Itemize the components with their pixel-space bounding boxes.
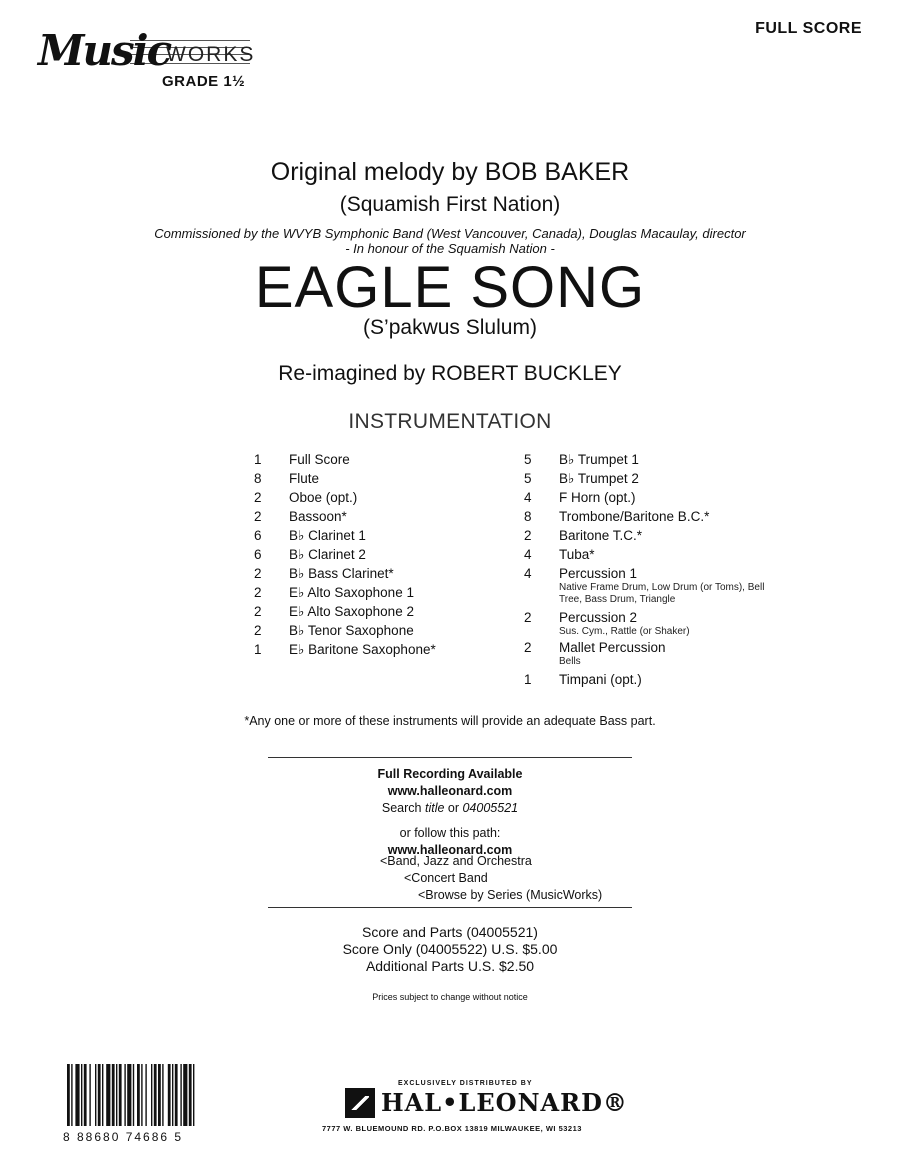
instrument-note: Native Frame Drum, Low Drum (or Toms), Bell Tree, Bass Drum, Triangle — [559, 582, 765, 605]
instrument-name: B♭ Clarinet 2 — [289, 547, 366, 562]
instrument-name: Baritone T.C.* — [559, 528, 643, 543]
instrument-note: Sus. Cym., Rattle (or Shaker) — [559, 626, 690, 637]
instrument-count: 1 — [254, 452, 262, 467]
price-line-2: Score Only (04005522) U.S. $5.00 — [342, 941, 558, 957]
recording-url-link-2[interactable]: www.halleonard.com — [387, 843, 513, 857]
path-step-3: <Browse by Series (MusicWorks) — [418, 888, 603, 902]
instrument-name: B♭ Trumpet 1 — [559, 452, 639, 467]
instrument-count: 2 — [524, 640, 532, 655]
instrument-name: B♭ Tenor Saxophone — [289, 623, 414, 638]
instrument-name: B♭ Trumpet 2 — [559, 471, 639, 486]
publisher-address: 7777 W. BLUEMOUND RD. P.O.BOX 13819 MILWAUKEE, WI 53213 — [322, 1124, 582, 1133]
follow-path-text: or follow this path: — [399, 826, 501, 840]
nation-credit: (Squamish First Nation) — [339, 193, 561, 216]
recording-url-link[interactable]: www.halleonard.com — [387, 784, 513, 798]
instrument-count: 8 — [254, 471, 262, 486]
recording-info — [0, 766, 900, 859]
instrument-count: 4 — [524, 547, 532, 562]
instrument-count: 2 — [254, 623, 262, 638]
instrument-name: Percussion 2 — [559, 610, 638, 625]
recording-heading: Full Recording Available — [377, 767, 523, 781]
instrument-name: Bassoon* — [289, 509, 347, 524]
barcode-icon — [63, 1064, 243, 1126]
pricing-info — [0, 924, 900, 975]
search-or: or — [444, 801, 463, 815]
instrument-count: 2 — [254, 566, 262, 581]
instrument-name: Flute — [289, 471, 320, 486]
path-step-2: <Concert Band — [404, 871, 488, 885]
price-line-1: Score and Parts (04005521) — [362, 924, 538, 940]
instrument-count: 2 — [254, 509, 262, 524]
instrument-name: Oboe (opt.) — [289, 490, 358, 505]
instrumentation-heading: INSTRUMENTATION — [348, 410, 552, 433]
logo-music-text: Music — [38, 26, 171, 75]
barcode-digits: 8 88680 74686 5 — [63, 1130, 184, 1144]
instrument-count: 4 — [524, 490, 532, 505]
instrument-count: 6 — [254, 528, 262, 543]
grade-label: GRADE 1½ — [162, 73, 246, 90]
instrument-count: 2 — [254, 604, 262, 619]
instrument-name: Full Score — [289, 452, 350, 467]
melody-credit: Original melody by BOB BAKER — [270, 158, 630, 186]
bass-part-footnote: *Any one or more of these instruments will provide an adequate Bass part. — [244, 714, 656, 728]
full-score-label: FULL SCORE — [755, 20, 862, 37]
instrument-name: E♭ Baritone Saxophone* — [289, 642, 436, 657]
instrument-count: 2 — [254, 585, 262, 600]
prices-disclaimer: Prices subject to change without notice — [372, 992, 528, 1002]
search-title: title — [424, 801, 445, 815]
instrument-name: F Horn (opt.) — [559, 490, 636, 505]
instrument-count: 2 — [524, 610, 532, 625]
instrument-count: 2 — [254, 490, 262, 505]
commission-line-2: - In honour of the Squamish Nation - — [345, 241, 555, 256]
page-title: EAGLE SONG — [254, 255, 646, 320]
instrument-name: Tuba* — [559, 547, 595, 562]
instrument-count: 5 — [524, 452, 532, 467]
price-line-3: Additional Parts U.S. $2.50 — [365, 958, 535, 974]
instrument-list-right — [524, 452, 784, 692]
commission-note — [0, 226, 900, 256]
logo-works-text: WORKS — [166, 43, 256, 66]
instrument-name: B♭ Bass Clarinet* — [289, 566, 394, 581]
divider — [268, 757, 632, 758]
page-subtitle: (S’pakwus Slulum) — [363, 316, 537, 339]
instrument-name: Timpani (opt.) — [559, 672, 642, 687]
instrument-note: Bells — [559, 656, 581, 667]
instrument-count: 8 — [524, 509, 532, 524]
instrument-name: E♭ Alto Saxophone 1 — [289, 585, 414, 600]
instrument-name: Trombone/Baritone B.C.* — [559, 509, 710, 524]
path-step-1: <Band, Jazz and Orchestra — [380, 854, 532, 868]
barcode — [63, 1064, 243, 1144]
instrument-name: Mallet Percussion — [559, 640, 666, 655]
arranger-credit: Re-imagined by ROBERT BUCKLEY — [278, 362, 622, 385]
distributed-by-label: EXCLUSIVELY DISTRIBUTED BY — [398, 1080, 533, 1087]
instrument-name: Percussion 1 — [559, 566, 638, 581]
instrument-count: 2 — [524, 528, 532, 543]
instrument-count: 1 — [524, 672, 532, 687]
search-code: 04005521 — [462, 801, 519, 815]
instrument-count: 4 — [524, 566, 532, 581]
instrument-count: 6 — [254, 547, 262, 562]
hal-leonard-logo — [345, 1088, 628, 1120]
divider — [268, 907, 632, 908]
publisher-name: HAL•LEONARD® — [381, 1088, 628, 1117]
instrument-count: 5 — [524, 471, 532, 486]
search-hint — [0, 800, 900, 817]
instrument-list-left — [254, 452, 494, 672]
instrument-name: E♭ Alto Saxophone 2 — [289, 604, 414, 619]
commission-line-1: Commissioned by the WVYB Symphonic Band (West Vancouver, Canada), Douglas Macaulay, director — [154, 226, 746, 241]
instrument-count: 1 — [254, 642, 262, 657]
search-prefix: Search — [381, 801, 425, 815]
instrument-name: B♭ Clarinet 1 — [289, 528, 366, 543]
hal-leonard-mark-icon — [345, 1088, 375, 1118]
